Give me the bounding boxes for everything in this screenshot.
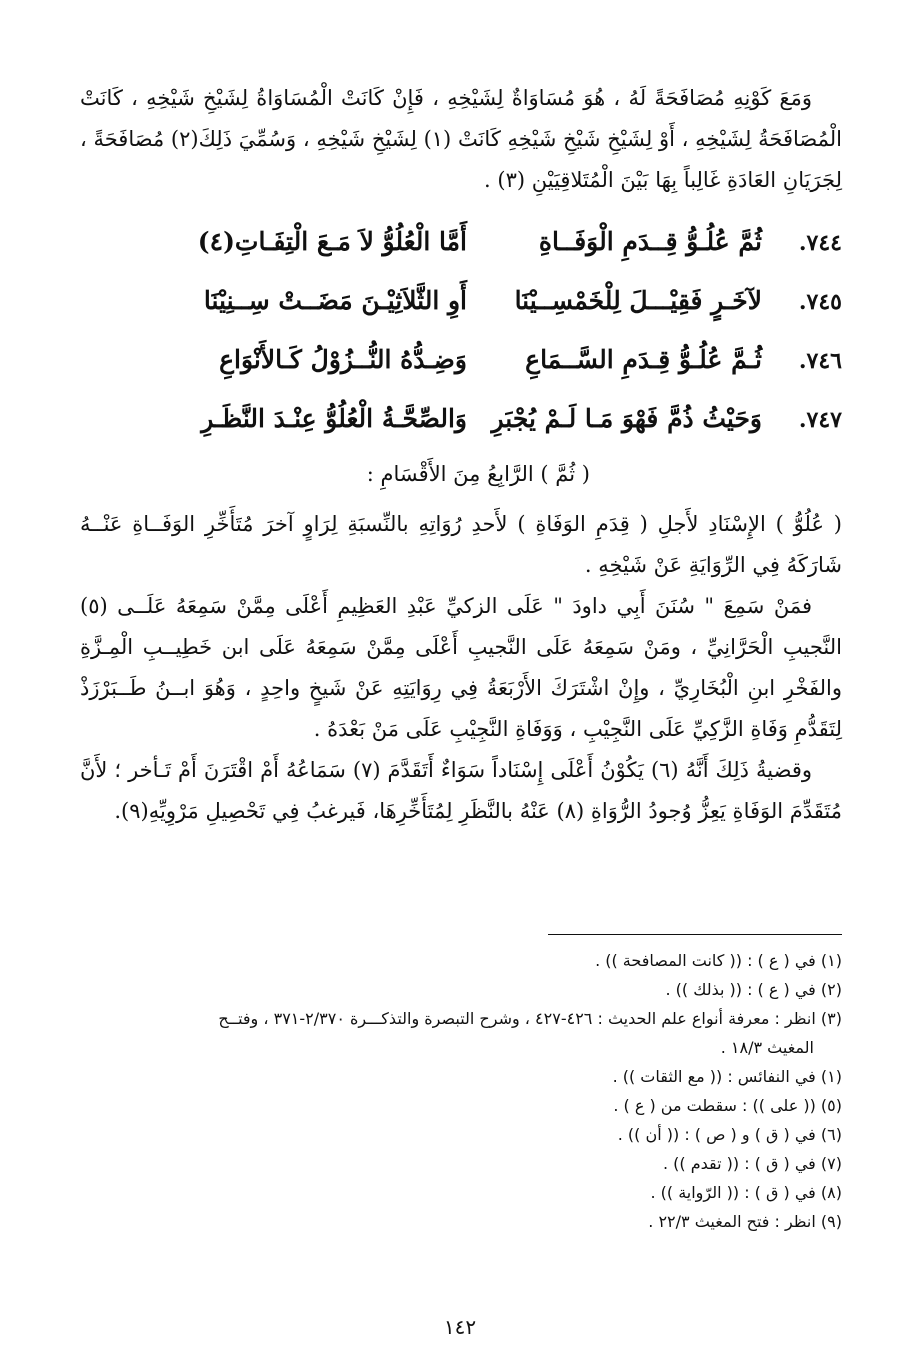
verse-line: [80, 404, 842, 463]
footnote: (٨) في ( ق ) : (( الرّواية )) .: [650, 1183, 842, 1202]
paragraph-mosafaha: وَمَعَ كَوْنِهِ مُصَافَحَةً لَهُ ، هُوَ مُسَاوَاةٌ لِشَيْخِهِ ، فَإِنْ كَانَتْ الْمُسَاوَاةُ لِشَيْخِ شَيْخِهِ ، كَانَتْ الْمُصَافَحَةُ لِشَيْخِهِ ، أَوْ لِشَيْخِ شَيْخِ شَيْخِهِ كَانَتْ (١) لِشَيْخِ شَيْخِهِ ، وَسُمِّيَ ذَلِكَ(٢) مُصَافَحَةً ، لِجَرَيَانِ العَادَةِ غَالِباً بِهَا بَيْنَ الْمُتَلاقِيَيْنِ (٣) .: [80, 86, 842, 192]
poem-verses: [80, 227, 842, 463]
footnote: (٢) في ( ع ) : (( بذلك )) .: [665, 980, 842, 999]
verse-number: ٧٤٥.: [798, 289, 842, 315]
footnote: (٦) في ( ق ) و ( ص ) : (( أن )) .: [617, 1125, 842, 1144]
verse-first-hemistich: ثُمَّ عُلُـوُّ قِــدَمِ الْوَفَــاةِ: [538, 227, 762, 256]
verse-line: [80, 345, 842, 404]
paragraph-conclusion: وقضيةُ ذَلِكَ أَنَّهُ (٦) يَكُوْنُ أَعْلَى إِسْنَاداً سَوَاءٌ أَتَقَدَّمَ (٧) سَمَاعُهُ أَمْ اقْتَرَنَ أَمْ تَـأخر ؛ لأَنَّ مُتَقَدِّمَ الوَفَاةِ يَعِزُّ وُجودُ الرُّوَاةِ (٨) عَنْهُ بالنَّظَرِ لِمُتَأَخِّرِهَا، فَيرغبُ فِي تَحْصِيلِ مَرْوِيِّهِ(٩).: [80, 758, 842, 823]
verse-first-hemistich: ثُـمَّ عُلُـوُّ قِـدَمِ السَّــمَاعِ: [525, 345, 762, 374]
footnote: (١) في ( ع ) : (( كانت المصافحة )) .: [595, 951, 842, 970]
main-text-top: [80, 78, 842, 201]
verse-number: ٧٤٦.: [798, 348, 842, 374]
page-number: ١٤٢: [443, 1315, 477, 1339]
verse-line: [80, 286, 842, 345]
verse-line: [80, 227, 842, 286]
paragraph-uluw-wafat: ( عُلُوُّ ) الإِسْنَادِ لأَجلِ ( قِدَمِ الوَفَاةِ ) لأَحدِ رُوَاتِهِ بالنِّسبَةِ لِرَاوٍ آخرَ مُتَأَخِّرِ الوَفَــاةِ عَنْــهُ شَارَكَهُ فِي الرِّوَايَةِ عَنْ شَيْخِهِ .: [80, 512, 842, 577]
footnote: (١) في النفائس : (( مع الثقات )) .: [612, 1067, 842, 1086]
verse-second-hemistich: أَمَّا الْعُلُوُّ لاَ مَـعَ الْتِفَـاتِ(٤): [197, 227, 467, 256]
section-heading: ( ثُمَّ ) الرَّابِعُ مِنَ الأَقْسَامِ :: [366, 462, 590, 486]
verse-second-hemistich: وَضِـدُّهُ النُّــزُوْلُ كَـالأَنْوَاعِ: [219, 345, 467, 374]
verse-first-hemistich: لآخَـرٍ فَقِيْـــلَ لِلْخَمْسِــيْنَا: [514, 286, 762, 315]
footnotes: [80, 946, 842, 1236]
footnote: (٣) انظر : معرفة أنواع علم الحديث : ٤٢٦-٤٢٧ ، وشرح التبصرة والتذكـــرة ٢/٣٧٠-٣٧١ ، وفتــح: [218, 1009, 842, 1028]
verse-second-hemistich: أَوِ الثَّلاَثِيْـنَ مَضَــتْ سِــنِيْنَا: [203, 286, 467, 315]
verse-second-hemistich: وَالصِّحَّـةُ الْعُلُوُّ عِنْـدَ النَّظَـرِ: [201, 404, 467, 433]
verse-number: ٧٤٧.: [798, 407, 842, 433]
verse-number: ٧٤٤.: [798, 230, 842, 256]
main-text-bottom: [80, 504, 842, 832]
paragraph-sunan-example: فمَنْ سَمِعَ " سُنَنَ أَبِي داودَ " عَلَى الزكيِّ عَبْدِ العَظِيمِ أَعْلَى مِمَّنْ سَمِعَهُ عَلَــى (٥) النَّجيبِ الْحَرَّانِيِّ ، ومَنْ سَمِعَهُ عَلَى النَّجيبِ أَعْلَى مِمَّنْ سَمِعَهُ عَلَى ابن خَطِيــبِ الْمِـزَّةِ والفَخْرِ ابنِ الْبُخَارِيِّ ، وإِنْ اشْتَرَكَ الأَرْبَعَةُ فِي رِوَايَتِهِ عَنْ شَيخٍ واحِدٍ ، وَهُوَ ابــنُ طَــبَرْزَذْ لِتَقَدُّمِ وَفَاةِ الزَّكِيِّ عَلَى النَّجِيْبِ ، وَوَفَاةِ النَّجِيْبِ عَلَى مَنْ بَعْدَهُ .: [80, 594, 843, 741]
footnote-continuation: المغيث ١٨/٣ .: [720, 1038, 814, 1057]
footnote: (٩) انظر : فتح المغيث ٢٢/٣ .: [648, 1212, 842, 1231]
footnote: (٥) (( على )) : سقطت من ( ع ) .: [613, 1096, 842, 1115]
footnote: (٧) في ( ق ) : (( تقدم )) .: [662, 1154, 842, 1173]
verse-first-hemistich: وَحَيْثُ ذُمَّ فَهْوَ مَـا لَـمْ يُجْبَرِ: [491, 404, 762, 433]
footnote-divider: [548, 934, 842, 935]
